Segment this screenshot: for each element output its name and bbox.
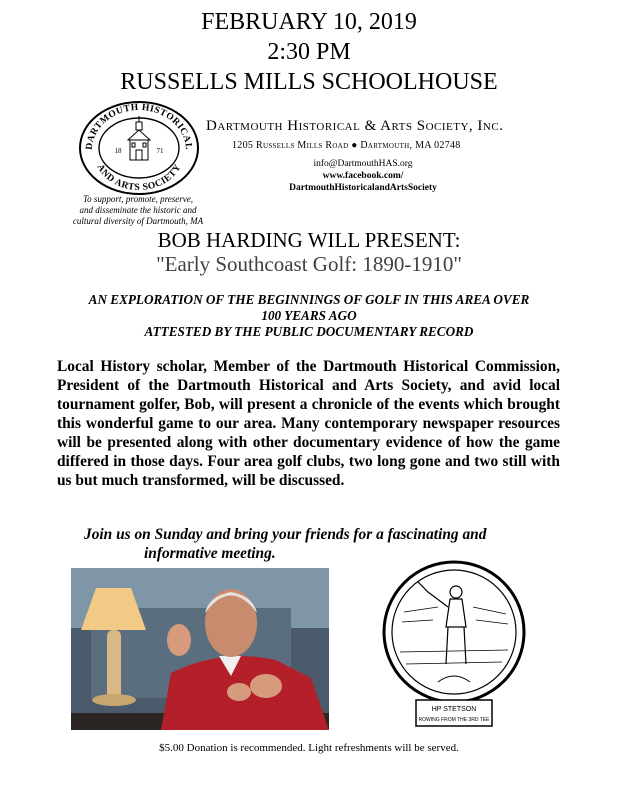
talk-subtitle	[40, 292, 578, 340]
tagline-line: cultural diversity of Dartmouth, MA	[72, 216, 204, 226]
email-link[interactable]: info@DartmouthHAS.org	[313, 159, 413, 169]
tagline-line: and disseminate the historic and	[79, 205, 197, 215]
invitation-line: informative meeting.	[144, 545, 276, 562]
invitation-line: Join us on Sunday and bring your friends for a fascinating and	[84, 526, 487, 543]
talk-description: Local History scholar, Member of the Dartmouth Historical Commission, President of the Dartmouth Historical and Arts Society, and avid local tournament golfer, Bob, will present a chronicle of the events which brought this wonderful game to our area. Many contemporary newspaper resources will be presented along with other documentary evidence of how the game differed in those days. Four area golf clubs, two long gone and two still with us but much transformed, will be discussed.	[57, 358, 560, 489]
plaque-line-1: HP STETSON	[431, 706, 477, 713]
organization-name: Dartmouth Historical & Arts Society, Inc.	[206, 118, 504, 134]
seal-year-left: 18	[114, 147, 122, 155]
organization-address: 1205 Russells Mills Road ● Dartmouth, MA 02748	[232, 140, 461, 151]
subtitle-line: 100 YEARS AGO	[261, 308, 357, 323]
event-date: FEBRUARY 10, 2019	[201, 9, 417, 35]
subtitle-line: AN EXPLORATION OF THE BEGINNINGS OF GOLF IN THIS AREA OVER	[88, 292, 530, 307]
talk-title: "Early Southcoast Golf: 1890-1910"	[156, 252, 462, 276]
event-location: RUSSELLS MILLS SCHOOLHOUSE	[120, 69, 498, 95]
facebook-url-line: DartmouthHistoricalandArtsSociety	[289, 183, 437, 193]
facebook-link[interactable]	[278, 170, 448, 194]
subtitle-line: ATTESTED BY THE PUBLIC DOCUMENTARY RECORD	[144, 324, 474, 339]
society-tagline	[62, 194, 214, 227]
presenter-heading: BOB HARDING WILL PRESENT:	[157, 228, 461, 252]
svg-text:DARTMOUTH HISTORICAL	[85, 103, 193, 150]
schoolhouse-icon	[128, 116, 150, 160]
seal-top-text: DARTMOUTH HISTORICAL	[84, 102, 194, 151]
organization-contact	[278, 158, 448, 194]
facebook-url-line: www.facebook.com/	[322, 171, 404, 181]
seal-year-right: 71	[156, 147, 164, 155]
speaker-photo	[71, 568, 329, 730]
golfer-sketch-illustration	[378, 552, 530, 732]
seal-bottom-text: AND ARTS SOCIETY	[94, 162, 184, 194]
tagline-line: To support, promote, preserve,	[83, 194, 193, 204]
society-seal-logo	[78, 100, 200, 196]
donation-footer: $5.00 Donation is recommended. Light refreshments will be served.	[159, 742, 459, 754]
event-time: 2:30 PM	[267, 39, 351, 65]
plaque-line-2: ROWING FROM THE 3RD TEE	[418, 717, 490, 723]
